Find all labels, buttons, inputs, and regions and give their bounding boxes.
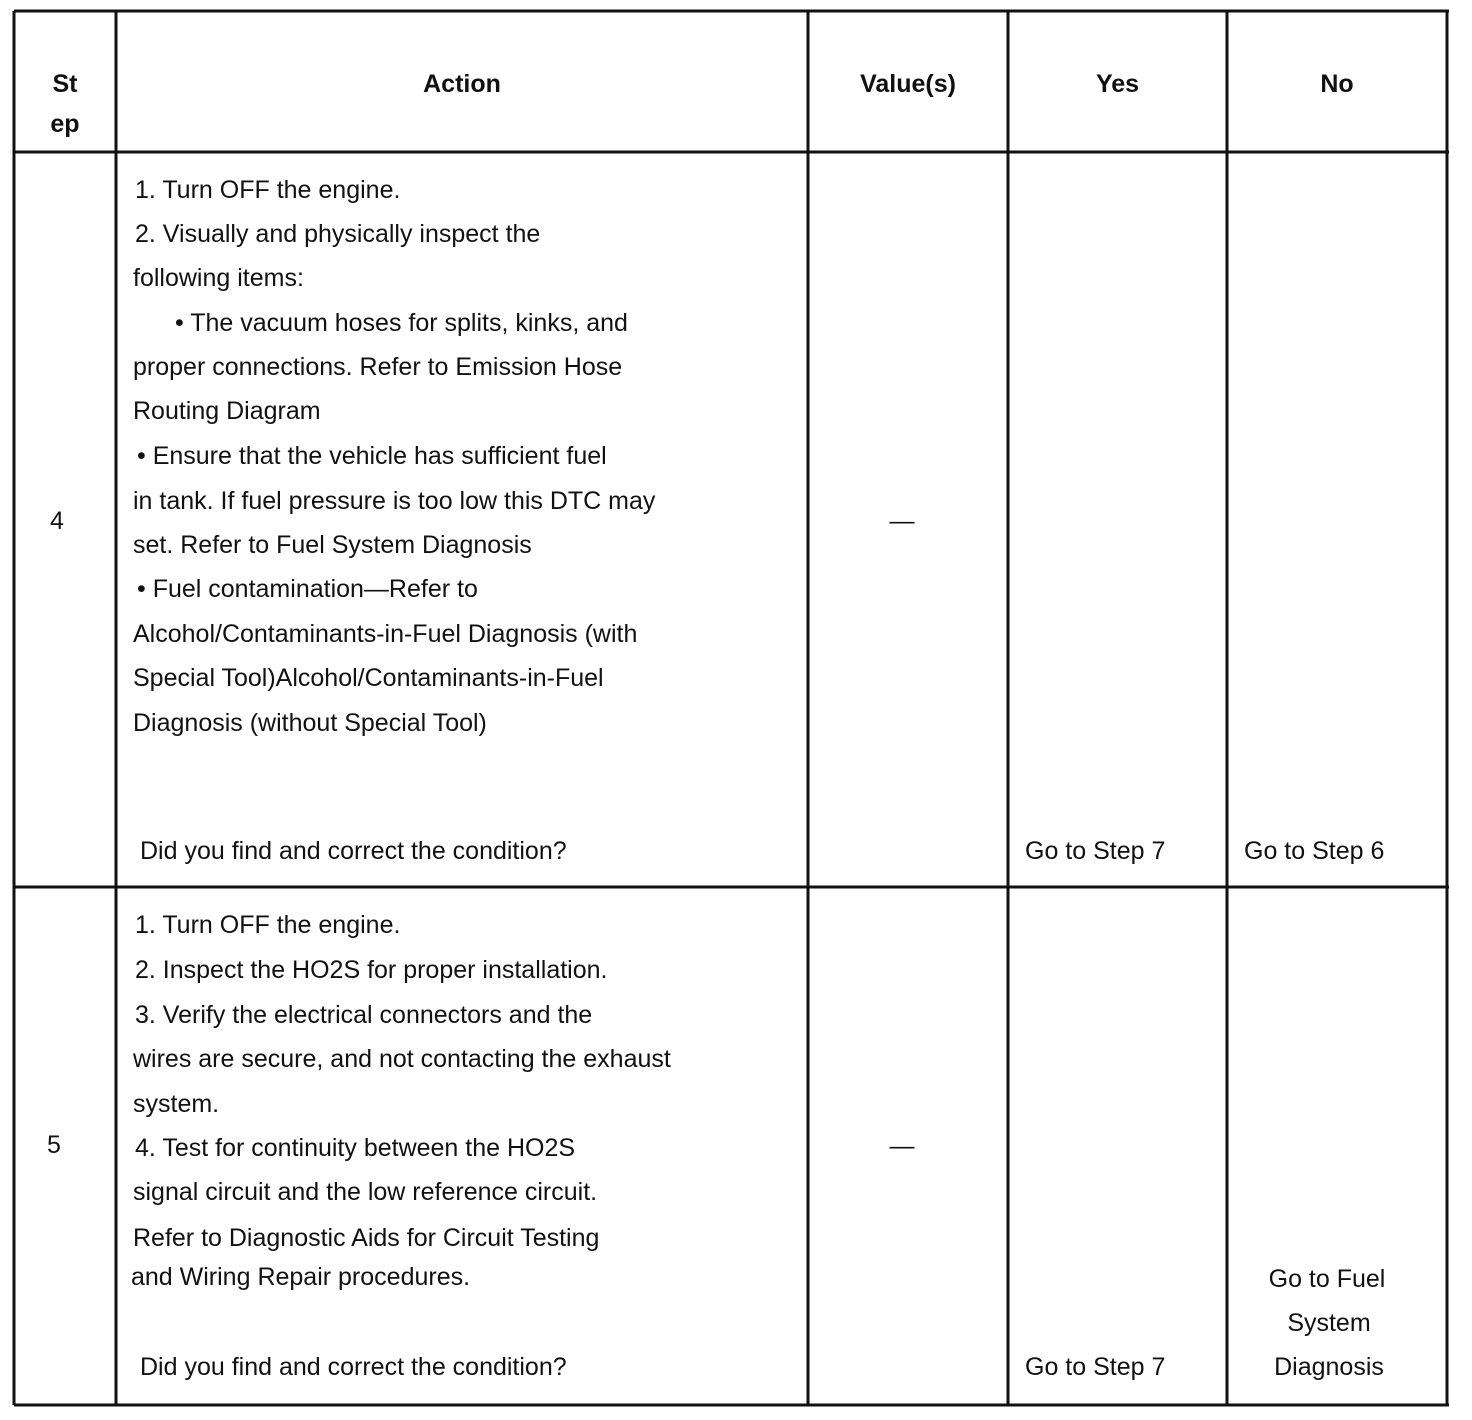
action-line: 2. Inspect the HO2S for proper installation. [135, 956, 608, 984]
no-cell-line: Go to Fuel [1268, 1265, 1386, 1293]
no-cell: Go to Step 6 [1244, 837, 1385, 865]
header-action: Action [423, 70, 501, 98]
action-line: Special Tool)Alcohol/Contaminants-in-Fuel [133, 664, 604, 692]
question-text: Did you find and correct the condition? [140, 1353, 567, 1381]
value-cell: — [889, 1132, 915, 1160]
action-line: Alcohol/Contaminants-in-Fuel Diagnosis (with [133, 620, 638, 648]
header-step-line1: St [52, 70, 78, 98]
action-line: Diagnosis (without Special Tool) [133, 709, 487, 737]
action-line: 4. Test for continuity between the HO2S [135, 1134, 576, 1162]
no-cell-line: Diagnosis [1274, 1353, 1384, 1381]
action-line: and Wiring Repair procedures. [131, 1263, 471, 1291]
header-no: No [1320, 70, 1354, 98]
action-line: 2. Visually and physically inspect the [135, 220, 541, 248]
action-line: proper connections. Refer to Emission Hose [133, 353, 623, 381]
action-line: system. [133, 1090, 220, 1118]
step-number: 5 [47, 1131, 61, 1159]
action-line: signal circuit and the low reference circuit. [133, 1178, 598, 1206]
action-line: Routing Diagram [133, 397, 321, 425]
action-line: 1. Turn OFF the engine. [135, 176, 401, 204]
question-text: Did you find and correct the condition? [140, 837, 567, 865]
step-number: 4 [50, 507, 64, 535]
yes-cell: Go to Step 7 [1025, 837, 1166, 865]
action-line: in tank. If fuel pressure is too low this DTC may [133, 487, 656, 515]
yes-cell: Go to Step 7 [1025, 1353, 1166, 1381]
action-line: set. Refer to Fuel System Diagnosis [133, 531, 532, 559]
no-cell-line: System [1287, 1309, 1371, 1337]
action-line: • Fuel contamination—Refer to [137, 575, 478, 603]
action-line: wires are secure, and not contacting the exhaust [133, 1045, 671, 1073]
action-line: • The vacuum hoses for splits, kinks, and [175, 309, 628, 337]
header-step [14, 64, 116, 144]
header-step-line2: ep [50, 110, 80, 138]
action-line: 1. Turn OFF the engine. [135, 911, 401, 939]
action-line: Refer to Diagnostic Aids for Circuit Testing [133, 1224, 600, 1252]
header-yes: Yes [1095, 70, 1140, 98]
value-cell: — [889, 507, 915, 535]
action-line: following items: [133, 264, 304, 292]
action-line: 3. Verify the electrical connectors and the [135, 1001, 593, 1029]
action-line: • Ensure that the vehicle has sufficient fuel [137, 442, 607, 470]
header-values: Value(s) [860, 70, 956, 98]
